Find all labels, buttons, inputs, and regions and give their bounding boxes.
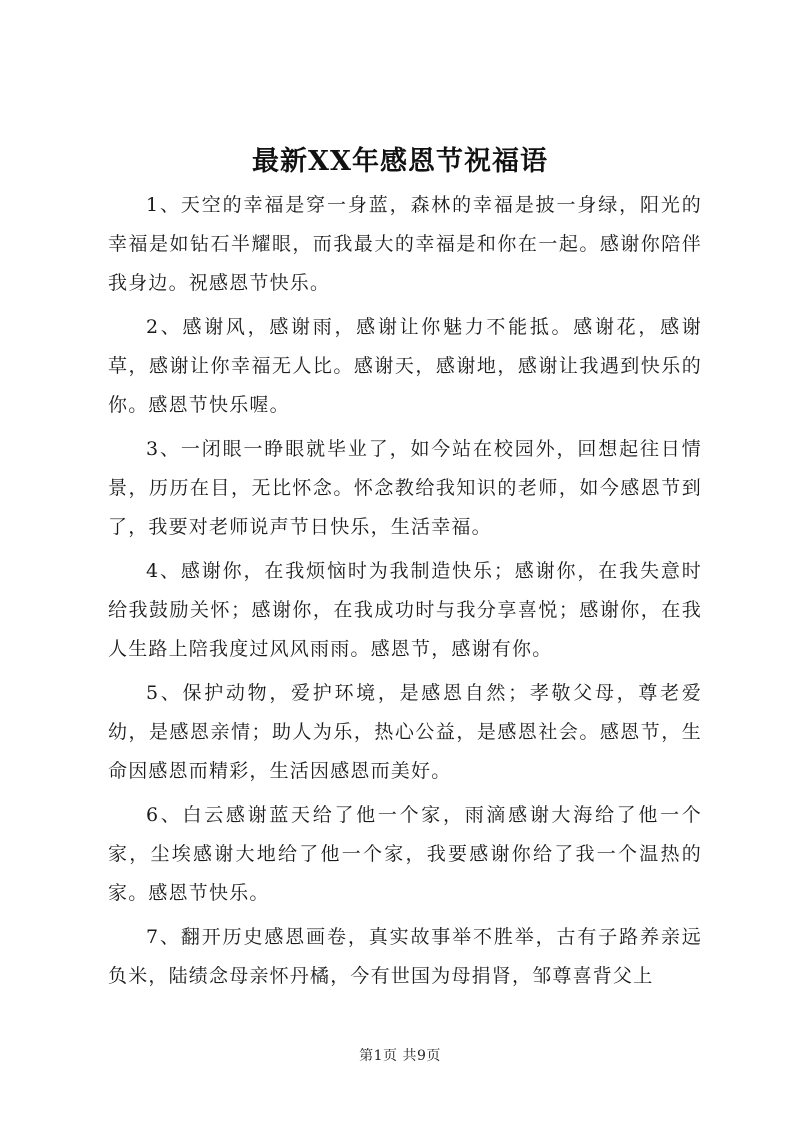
paragraph-4: 4、感谢你，在我烦恼时为我制造快乐；感谢你，在我失意时给我鼓励关怀；感谢你，在我成功时与我分享喜悦；感谢你，在我人生路上陪我度过风风雨雨。感恩节，感谢有你。 bbox=[108, 560, 702, 660]
paragraph-6: 6、白云感谢蓝天给了他一个家，雨滴感谢大海给了他一个家，尘埃感谢大地给了他一个家，我要感谢你给了我一个温热的家。感恩节快乐。 bbox=[108, 804, 702, 904]
paragraph-7: 7、翻开历史感恩画卷，真实故事举不胜举，古有子路养亲远负米，陆绩念母亲怀丹橘，今有世国为母捐肾，邹尊喜背父上 bbox=[108, 926, 702, 987]
paragraph-5: 5、保护动物，爱护环境，是感恩自然；孝敬父母，尊老爱幼，是感恩亲情；助人为乐，热心公益，是感恩社会。感恩节，生命因感恩而精彩，生活因感恩而美好。 bbox=[108, 682, 702, 782]
paragraph-1: 1、天空的幸福是穿一身蓝，森林的幸福是披一身绿，阳光的幸福是如钻石半耀眼，而我最大的幸福是和你在一起。感谢你陪伴我身边。祝感恩节快乐。 bbox=[108, 194, 702, 294]
document-body bbox=[108, 186, 702, 1001]
document-title: 最新XX年感恩节祝福语 bbox=[252, 146, 548, 177]
paragraph-2: 2、感谢风，感谢雨，感谢让你魅力不能抵。感谢花，感谢草，感谢让你幸福无人比。感谢天，感谢地，感谢让我遇到快乐的你。感恩节快乐喔。 bbox=[108, 316, 702, 416]
paragraph-3: 3、一闭眼一睁眼就毕业了，如今站在校园外，回想起往日情景，历历在目，无比怀念。怀念教给我知识的老师，如今感恩节到了，我要对老师说声节日快乐，生活幸福。 bbox=[108, 438, 702, 538]
page-number-footer: 第1页 共9页 bbox=[359, 1048, 441, 1064]
